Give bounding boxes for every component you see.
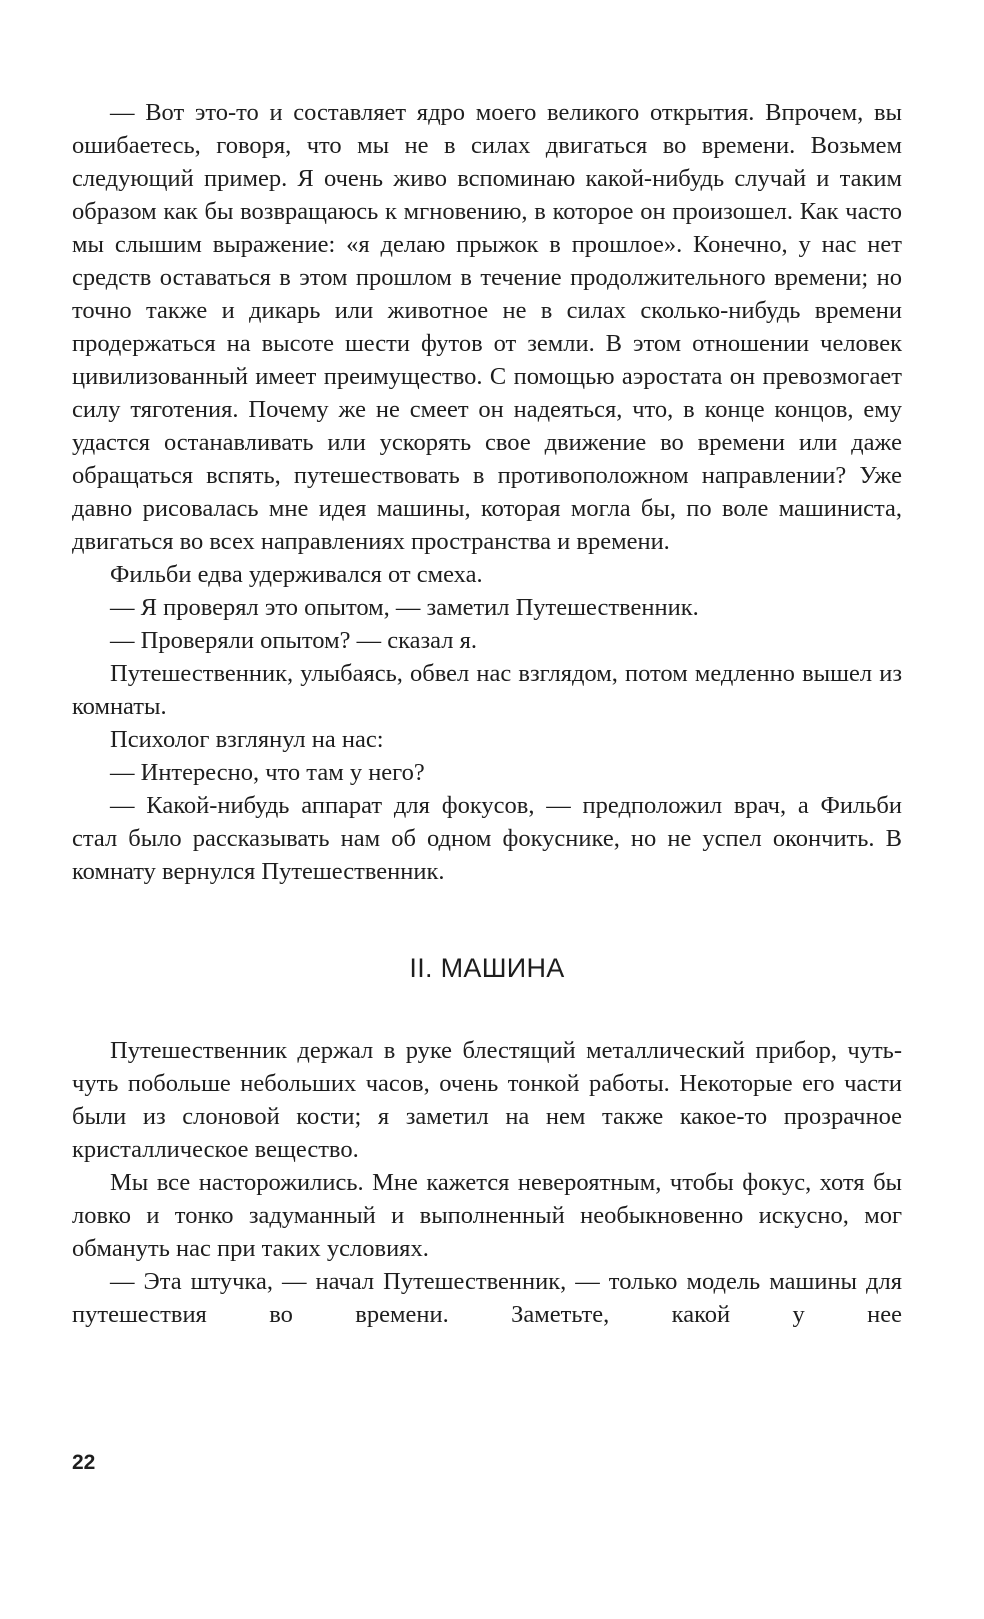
- paragraph-traveller-leaves: Путешественник, улыбаясь, обвел нас взглядом, потом медленно вышел из комнаты.: [72, 660, 902, 720]
- paragraph-filby-laughs: Фильби едва удерживался от смеха.: [110, 561, 483, 588]
- paragraph-interesting: — Интересно, что там у него?: [110, 759, 425, 786]
- paragraph-device: Путешественник держал в руке блестящий металлический прибор, чуть-чуть побольше небольших часов, очень тонкой работы. Некоторые его части были из слоновой кости; я заметил на нем также какое-то прозрачное кристаллическое вещество.: [72, 1037, 902, 1163]
- page-number: 22: [72, 1451, 96, 1474]
- page-text: [72, 96, 902, 1331]
- paragraph-psychologist: Психолог взглянул на нас:: [110, 726, 384, 753]
- paragraph-tested-question: — Проверяли опытом? — сказал я.: [110, 627, 478, 654]
- paragraph-model: — Эта штучка, — начал Путешественник, — только модель машины для путешествия во времени. Заметьте, какой у нее: [72, 1268, 902, 1328]
- paragraph-attention: Мы все насторожились. Мне кажется невероятным, чтобы фокус, хотя бы ловко и тонко задуманный и выполненный необыкновенно искусно, мог обмануть нас при таких условиях.: [72, 1169, 902, 1262]
- paragraph-tested-by-experiment: — Я проверял это опытом, — заметил Путешественник.: [110, 594, 699, 621]
- paragraph-trick-apparatus: — Какой-нибудь аппарат для фокусов, — предположил врач, а Фильби стал было рассказывать нам об одном фокуснике, но не успел окончить. В комнату вернулся Путешественник.: [72, 792, 902, 885]
- paragraph-discovery: — Вот это-то и составляет ядро моего великого открытия. Впрочем, вы ошибаетесь, говоря, что мы не в силах двигаться во времени. Возьмем следующий пример. Я очень живо вспоминаю какой-нибудь случай и таким образом как бы возвращаюсь к мгновению, в которое он произошел. Как часто мы слышим выражение: «я делаю прыжок в прошлое». Конечно, у нас нет средств оставаться в этом прошлом в течение продолжительного времени; но точно также и дикарь или животное не в силах сколько-нибудь времени продержаться на высоте шести футов от земли. В этом отношении человек цивилизованный имеет преимущество. С помощью аэростата он превозмогает силу тяготения. Почему же не смеет он надеяться, что, в конце концов, ему удастся останавливать или ускорять свое движение во времени или даже обращаться вспять, путешествовать в противоположном направлении? Уже давно рисовалась мне идея машины, которая могла бы, по воле машиниста, двигаться во всех направлениях пространства и времени.: [72, 99, 902, 555]
- chapter-title: II. МАШИНА: [409, 953, 565, 983]
